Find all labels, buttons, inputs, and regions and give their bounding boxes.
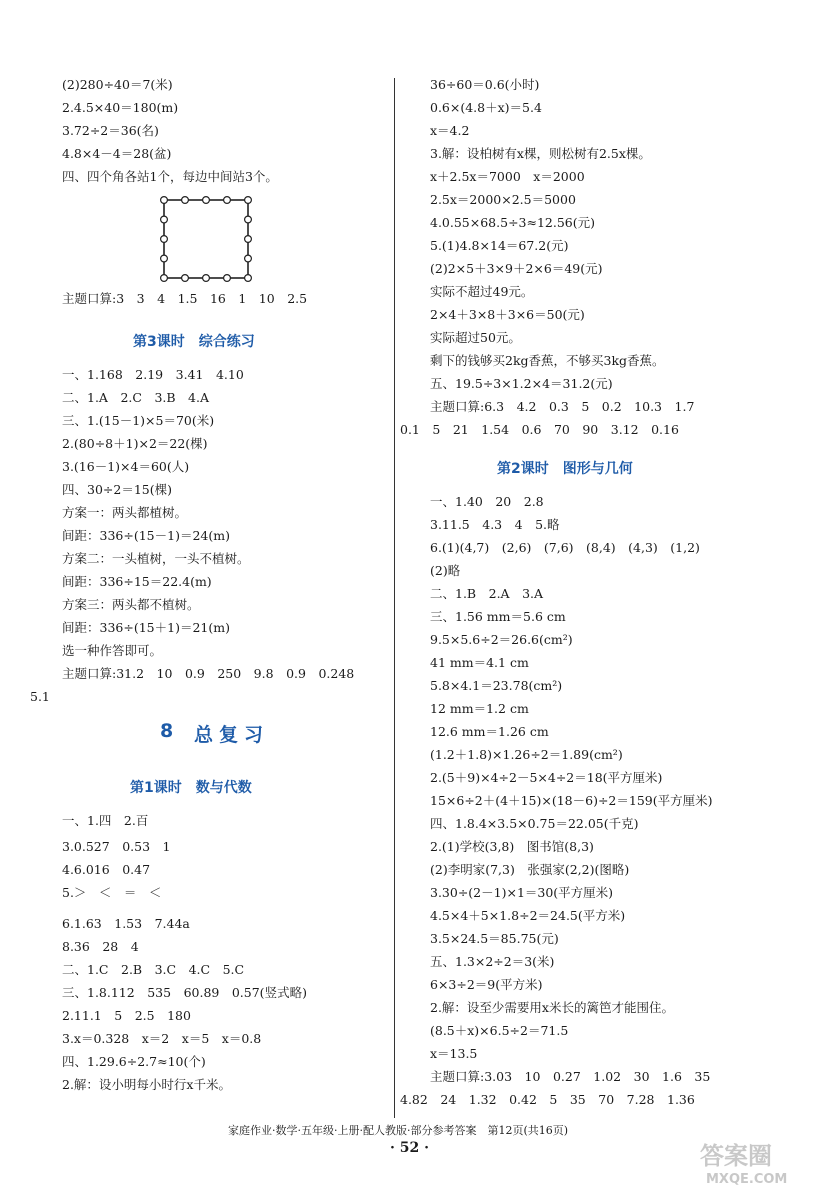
lesson-heading: 第3课时 综合练习 <box>133 334 255 350</box>
answer-line: 4.5×4＋5×1.8÷2＝24.5(平方米) <box>430 908 626 923</box>
answer-line: 2.5x＝2000×2.5＝5000 <box>430 192 576 207</box>
answer-line: 3.x＝0.328 x＝2 x＝5 x＝0.8 <box>62 1031 262 1046</box>
answer-line: (1.2＋1.8)×1.26÷2＝1.89(cm²) <box>430 747 623 762</box>
answer-line: 五、1.3×2÷2＝3(米) <box>430 954 555 969</box>
answer-line: 间距：336÷(15＋1)＝21(m) <box>62 620 230 635</box>
oral-calc-wrap: 4.82 24 1.32 0.42 5 35 70 7.28 1.36 <box>400 1092 695 1107</box>
answer-line: 3.0.527 0.53 1 <box>62 839 171 854</box>
answer-line: 4.6.016 0.47 <box>62 862 151 877</box>
answer-line: 2×4＋3×8＋3×6＝50(元) <box>430 307 585 322</box>
answer-line: 2.解：设小明每小时行x千米。 <box>62 1077 231 1092</box>
answer-line: (2)2×5＋3×9＋2×6＝49(元) <box>430 261 603 276</box>
answer-line: 3.(16－1)×4＝60(人) <box>62 459 190 474</box>
answer-line: 5.(1)4.8×14＝67.2(元) <box>430 238 569 253</box>
answer-line: 5.8×4.1＝23.78(cm²) <box>430 678 563 693</box>
answer-line: 3.30÷(2－1)×1＝30(平方厘米) <box>430 885 614 900</box>
watermark-text: 答案圈 <box>700 1142 772 1170</box>
answer-line: 方案二：一头植树，一头不植树。 <box>62 551 250 566</box>
answer-line: 12.6 mm＝1.26 cm <box>430 724 549 739</box>
oral-calc-line: 主题口算:6.3 4.2 0.3 5 0.2 10.3 1.7 <box>430 399 695 414</box>
page-number: · 52 · <box>390 1140 429 1156</box>
answer-line: 15×6÷2＋(4＋15)×(18－6)÷2＝159(平方厘米) <box>430 793 713 808</box>
answer-line: 3.5×24.5＝85.75(元) <box>430 931 559 946</box>
answer-line: 二、1.B 2.A 3.A <box>430 586 544 601</box>
answer-line: 实际超过50元。 <box>430 330 521 345</box>
answer-line: 一、1.40 20 2.8 <box>430 494 544 509</box>
answer-line: 6×3÷2＝9(平方米) <box>430 977 543 992</box>
answer-line: 一、1.四 2.百 <box>62 813 149 828</box>
answer-line: x＝13.5 <box>430 1046 478 1061</box>
answer-line: 6.1.63 1.53 7.44a <box>62 916 190 931</box>
square-arrangement-diagram <box>156 192 256 286</box>
column-divider <box>394 78 395 1118</box>
lesson-heading: 第1课时 数与代数 <box>130 780 252 796</box>
oral-calc-wrap: 5.1 <box>30 689 50 704</box>
answer-line: 12 mm＝1.2 cm <box>430 701 529 716</box>
answer-line: 剩下的钱够买2kg香蕉，不够买3kg香蕉。 <box>430 353 665 368</box>
answer-line: 6.(1)(4,7) (2,6) (7,6) (8,4) (4,3) (1,2) <box>430 540 700 555</box>
answer-line: 间距：336÷15＝22.4(m) <box>62 574 212 589</box>
answer-line: 4.8×4－4＝28(盆) <box>62 146 172 161</box>
answer-line: (2)略 <box>430 563 461 578</box>
answer-line: 5.＞ ＜ ＝ ＜ <box>62 885 162 900</box>
answer-line: x＋2.5x＝7000 x＝2000 <box>430 169 585 184</box>
answer-line: 9.5×5.6÷2＝26.6(cm²) <box>430 632 573 647</box>
answer-line: 三、1.(15－1)×5＝70(米) <box>62 413 215 428</box>
answer-line: 2.11.1 5 2.5 180 <box>62 1008 191 1023</box>
answer-line: (2)280÷40＝7(米) <box>62 77 173 92</box>
answer-line: 3.11.5 4.3 4 5.略 <box>430 517 560 532</box>
answer-line: 选一种作答即可。 <box>62 643 163 658</box>
answer-line: 实际不超过49元。 <box>430 284 534 299</box>
answer-line: x＝4.2 <box>430 123 470 138</box>
answer-line: 五、19.5÷3×1.2×4＝31.2(元) <box>430 376 613 391</box>
answer-line: 41 mm＝4.1 cm <box>430 655 529 670</box>
answer-line: 二、1.A 2.C 3.B 4.A <box>62 390 210 405</box>
answer-line: 一、1.168 2.19 3.41 4.10 <box>62 367 244 382</box>
answer-line: 2.(1)学校(3,8) 图书馆(8,3) <box>430 839 594 854</box>
answer-line: 2.4.5×40＝180(m) <box>62 100 179 115</box>
answer-line: 2.解：设至少需要用x米长的篱笆才能围住。 <box>430 1000 674 1015</box>
answer-line: 四、30÷2＝15(棵) <box>62 482 172 497</box>
oral-calc-wrap: 0.1 5 21 1.54 0.6 70 90 3.12 0.16 <box>400 422 679 437</box>
answer-line: 三、1.56 mm＝5.6 cm <box>430 609 566 624</box>
oral-calc-line: 主题口算:3 3 4 1.5 16 1 10 2.5 <box>62 291 308 306</box>
chapter-number: 8 <box>160 720 180 742</box>
answer-line: 3.解：设柏树有x棵，则松树有2.5x棵。 <box>430 146 651 161</box>
answer-line: 2.(80÷8＋1)×2＝22(棵) <box>62 436 208 451</box>
answer-line: 方案一：两头都植树。 <box>62 505 188 520</box>
answer-line: 0.6×(4.8＋x)＝5.4 <box>430 100 542 115</box>
answer-line: 四、四个角各站1个，每边中间站3个。 <box>62 169 278 184</box>
watermark-url: MXQE.COM <box>706 1172 788 1187</box>
answer-line: 4.0.55×68.5÷3≈12.56(元) <box>430 215 596 230</box>
answer-line: 间距：336÷(15－1)＝24(m) <box>62 528 230 543</box>
answer-line: (2)李明家(7,3) 张强家(2,2)(图略) <box>430 862 630 877</box>
chapter-title: 总复习 <box>194 724 270 746</box>
answer-line: 8.36 28 4 <box>62 939 139 954</box>
answer-line: (8.5＋x)×6.5÷2＝71.5 <box>430 1023 569 1038</box>
lesson-heading: 第2课时 图形与几何 <box>497 461 633 477</box>
answer-line: 三、1.8.112 535 60.89 0.57(竖式略) <box>62 985 307 1000</box>
answer-line: 四、1.29.6÷2.7≈10(个) <box>62 1054 206 1069</box>
answer-line: 四、1.8.4×3.5×0.75＝22.05(千克) <box>430 816 639 831</box>
footer-caption: 家庭作业·数学·五年级·上册·配人教版·部分参考答案 第12页(共16页) <box>228 1124 569 1137</box>
oral-calc-line: 主题口算:31.2 10 0.9 250 9.8 0.9 0.248 <box>62 666 355 681</box>
oral-calc-line: 主题口算:3.03 10 0.27 1.02 30 1.6 35 <box>430 1069 711 1084</box>
answer-line: 36÷60＝0.6(小时) <box>430 77 540 92</box>
answer-line: 方案三：两头都不植树。 <box>62 597 200 612</box>
answer-line: 2.(5＋9)×4÷2－5×4÷2＝18(平方厘米) <box>430 770 663 785</box>
answer-line: 3.72÷2＝36(名) <box>62 123 159 138</box>
answer-line: 二、1.C 2.B 3.C 4.C 5.C <box>62 962 245 977</box>
